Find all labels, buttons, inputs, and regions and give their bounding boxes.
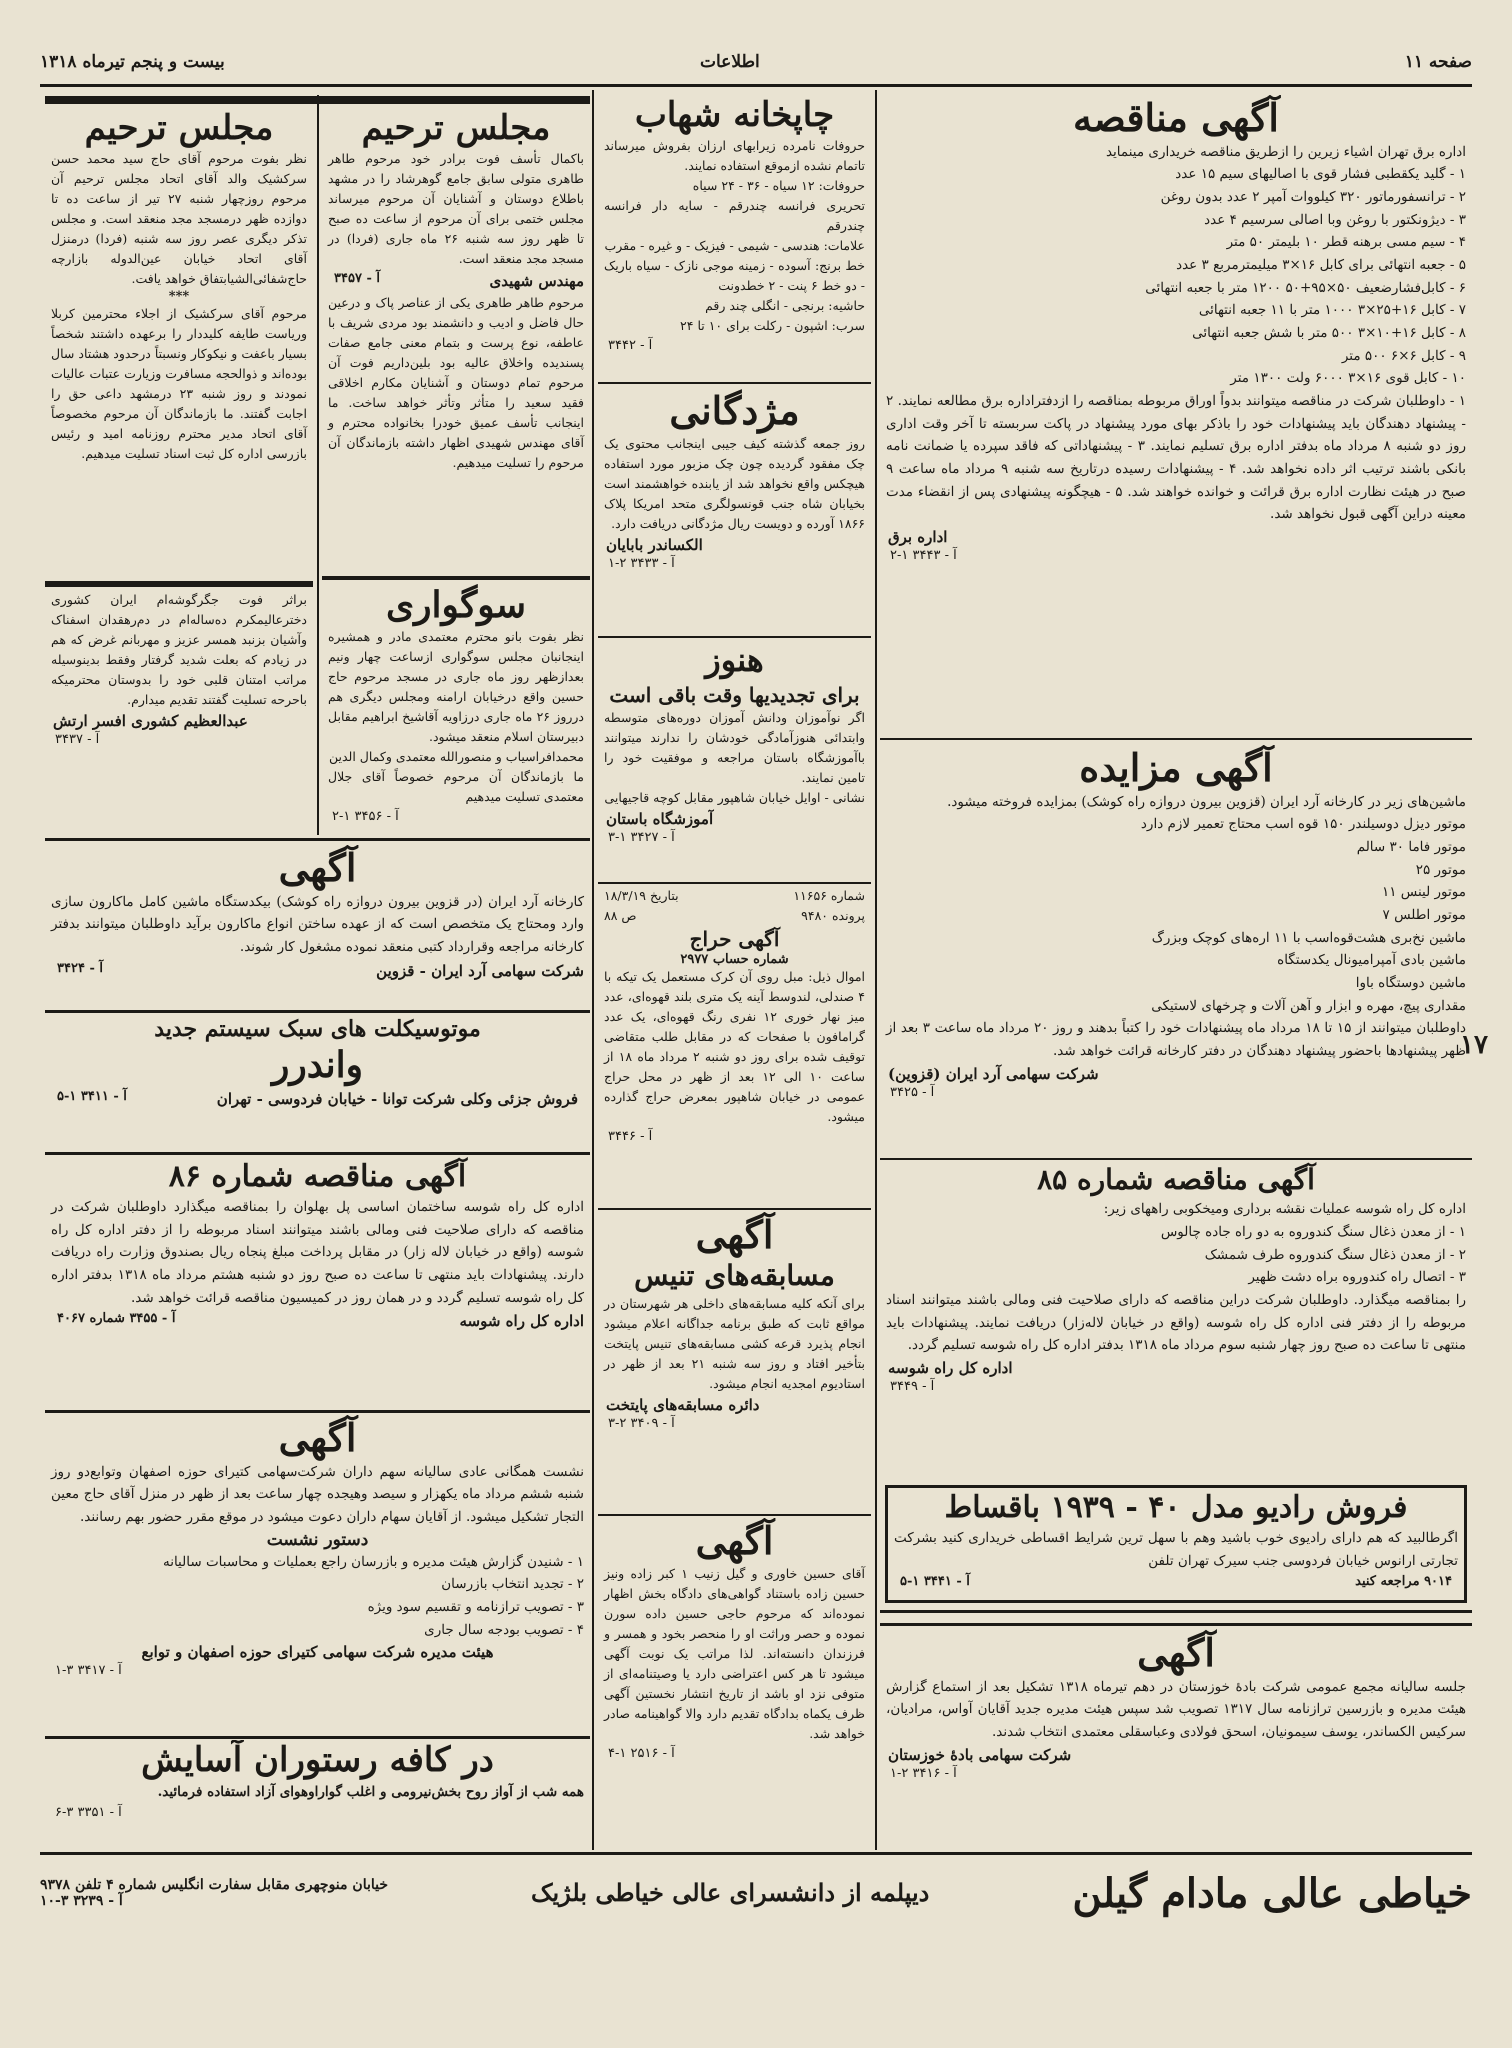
- wanderer-body: فروش جزئی وکلی شرکت توانا - خیابان فردوسی - تهران: [216, 1089, 578, 1108]
- shahab-line: حاشیه: برنجی - انگلی چند رقم: [705, 297, 865, 313]
- tender-item: ۱ - گلید یکقطبی فشار قوی با اصالیهای سیم ۱۵ عدد: [1175, 166, 1466, 183]
- paper-name: اطلاعات: [700, 52, 760, 72]
- tender86-ad: [45, 1157, 590, 1407]
- reward-title: مژدگانی: [669, 388, 800, 433]
- auction-title: آگهی مزایده: [1079, 745, 1273, 790]
- majles2-body2: مرحوم آقای سرکشیک از اجلاء محترمین کربلا وریاست طایفه کلیددار را برعهده داشتند شخصاً بسیار باعفت و نیکوکار ونسبتاً درحدود هشتاد سال بوده‌اند و ذوالحجه مسافرت وزیارت عتبات عالیات نمودند و روز شنبه ۲۳ درمشهد داعی حق را اجابت گفتند. ما بازماندگان آن مرحوم مخصوصاً آقای اتحاد مدیر محترم روزنامه امید و رئیس بازرسی اداره کل ثبت اسناد تسلیت میدهیم.: [51, 305, 307, 461]
- tailor-address: خیابان منوچهری مقابل سفارت انگلیس شماره ۴ تلفن ۹۳۷۸: [40, 1877, 388, 1893]
- divider: [45, 1152, 590, 1155]
- auction-item: ماشین بادی آمپرامیونال یکدستگاه: [1277, 952, 1466, 969]
- side-number: ۱۷: [1460, 1030, 1488, 1060]
- auction-item: مقداری پیچ، مهره و ابزار و آهن آلات و چرخهای لاستیکی: [1151, 997, 1466, 1014]
- auction-item: موتور فاما ۳۰ سالم: [1356, 838, 1466, 855]
- hanuz-address: نشانی - اوایل خیابان شاهپور مقابل کوچه قاجیهایی: [604, 789, 865, 805]
- mourning-body2: ما بازماندگان آن مرحوم خصوصاً آقای جلال معتمدی تسلیت میدهیم: [328, 769, 584, 805]
- shahab-line: حروفات: ۱۲ سیاه - ۳۶ - ۲۴ سیاه: [692, 177, 865, 193]
- tender-title: آگهی مناقصه: [1073, 95, 1279, 140]
- cafe-title: در کافه رستوران آسایش: [141, 1740, 494, 1780]
- tailor-title: خیاطی عالی مادام گیلن: [1072, 1869, 1472, 1917]
- hanuz-ad: [598, 640, 871, 880]
- rule-band: [880, 1610, 1472, 1626]
- cafe-ad: [45, 1740, 590, 1848]
- meeting-ad: [45, 1415, 590, 1733]
- cafe-ref: آ - ۳۳۵۱ ۳-۶: [55, 1805, 122, 1821]
- hanuz-title: هنوز: [705, 641, 764, 679]
- column-rule: [317, 95, 319, 835]
- hanuz-subtitle: برای تجدیدیها وقت باقی است: [609, 682, 860, 707]
- divider: [45, 1410, 590, 1413]
- page-number: صفحه ۱۱: [1404, 52, 1472, 72]
- khuzestan-title: آگهی: [1137, 1630, 1215, 1675]
- agenda-item: ۳ - تصویب ترازنامه و تقسیم سود ویژه: [367, 1599, 584, 1616]
- tender86-signature: اداره کل راه شوسه: [459, 1312, 584, 1331]
- condolence-ref: آ - ۳۴۳۷: [55, 732, 100, 747]
- wanderer-title: موتوسیکلت های سبک سیستم جدید: [154, 1016, 481, 1042]
- divider: [45, 838, 590, 841]
- tennis-body: برای آنکه کلیه مسابقه‌های داخلی هر شهرستان در مواقع ثابت که طبق برنامه جداگانه اعلام میشود انجام پذیرد قرعه کشی مسابقه‌های تنیس پایتخت بتأخیر افتاد و روز سه شنبه ۲۱ بعد از ظهر در استادیوم امجدیه انجام میشود.: [604, 1295, 866, 1391]
- tennis-signature: دائره مسابقه‌های پایتخت: [606, 1395, 760, 1414]
- legal-auction-title: آگهی حراج: [689, 927, 780, 951]
- tender-item: ۹ - کابل ۶×۶ ۵۰۰ متر: [1341, 347, 1466, 364]
- auction-item: ماشین نخ‌بری هشت‌قوه‌اسب با ۱۱ اره‌های کوچک وبزرگ: [1151, 929, 1466, 946]
- issue-date: بیست و پنجم تیرماه ۱۳۱۸: [40, 52, 225, 72]
- auction-ref: آ - ۳۴۲۵: [890, 1084, 935, 1100]
- tender-item: ۴ - سیم مسی برهنه قطر ۱۰ بلیمتر ۵۰ متر: [1226, 234, 1466, 251]
- agenda-item: ۲ - تجدید انتخاب بازرسان: [441, 1576, 584, 1593]
- tender-item: ۶ - کابل‌فشارضعیف ۵۰×۹۵+۵۰ ۱۲۰۰ متر با جعبه انتهائی: [1145, 279, 1466, 296]
- condolence-ad: [45, 590, 313, 834]
- auction-intro: ماشین‌های زیر در کارخانه آرد ایران (قزوین بیرون دروازه راه کوشک) بمزایده فروخته میشود.: [947, 793, 1466, 810]
- wanderer-ad: [45, 1015, 590, 1150]
- mourning-signature: محمدافراسیاب و منصورالله معتمدی وکمال الدین: [328, 749, 584, 765]
- auction-item: موتور اطلس ۷: [1382, 906, 1466, 923]
- mourning-body: نظر بفوت بانو محترم معتمدی مادر و همشیره اینجانبان مجلس سوگواری ازساعت چهار ونیم بعدازظهر روز ماه جاری در مسجد مرحوم حاج حسین واقع درخیابان ارامنه ومجلس دیگری هم درروز ۲۶ ماه جاری درزاویه آقاشیخ ابراهیم مقابل دبیرستان اسلام منعقد میشود.: [328, 629, 584, 745]
- flour-ad: [45, 845, 590, 1007]
- shahab-line: تحریری فرانسه چندرقم - سایه دار فرانسه چندرقم: [604, 197, 865, 233]
- tender85-item: ۱ - از معدن ذغال سنگ کندوروه به دو راه جاده چالوس: [1160, 1224, 1466, 1241]
- agenda-item: ۴ - تصویب بودجه سال جاری: [424, 1621, 584, 1638]
- majles1-body: باکمال تأسف فوت برادر خود مرحوم طاهر طاهری متولی سابق جامع گوهرشاد را در مشهد باطلاع دوستان و آشنایان آن مرحوم میرساند مجلس ختمی برای آن مرحوم از ساعت ده صبح تا ظهر روز سه شنبه ۲۶ ماه جاری (فردا) در مسجد مجد منعقد است.: [328, 150, 584, 266]
- majles1-ad: [322, 108, 590, 573]
- hanuz-signature: آموزشگاه باستان: [606, 809, 714, 828]
- reward-signature: الکساندر بابایان: [606, 535, 703, 554]
- divider: [598, 882, 871, 884]
- tender86-ref: آ - ۳۴۵۵ شماره ۴۰۶۷: [57, 1311, 176, 1327]
- auction-number: شماره ۱۱۶۵۶: [793, 888, 865, 903]
- mourning-title: سوگواری: [385, 584, 527, 626]
- divider: [322, 576, 590, 580]
- mourning-ref: آ - ۳۴۵۶ ۱-۲: [332, 809, 399, 825]
- auction-item: موتور ۲۵: [1415, 861, 1466, 878]
- mourning-ad: [322, 584, 590, 834]
- tennis-subtitle: مسابقه‌های تنیس: [634, 1258, 835, 1292]
- divider: [45, 1736, 590, 1739]
- bottom-rule: [40, 1852, 1472, 1855]
- tender85-item: ۳ - اتصال راه کندوروه براه دشت ظهیر: [1248, 1269, 1466, 1286]
- legal-auction-subtitle: شماره حساب ۲۹۷۷: [680, 952, 789, 967]
- meeting-signature: هیئت مدیره شرکت سهامی کتیرای حوزه اصفهان و توابع: [141, 1643, 494, 1662]
- majles2-title: مجلس ترحیم: [84, 108, 274, 148]
- case-number: پرونده ۹۴۸۰: [801, 908, 865, 923]
- khuzestan-signature: شرکت سهامی بادهٔ خوزستان: [888, 1745, 1072, 1764]
- reward-ad: [598, 388, 871, 633]
- radio-ad: [885, 1485, 1467, 1603]
- flour-title: آگهی: [278, 845, 357, 890]
- shahab-line: خط برنج: آسوده - زمینه موجی نازک - سیاه باریک - دو خط ۶ پنت - ۲ خطدونت: [604, 257, 865, 293]
- reward-ref: آ - ۳۴۳۳ ۲-۱: [608, 555, 675, 571]
- column-rule: [875, 90, 877, 1850]
- divider: [880, 1158, 1472, 1160]
- tender-ref: آ - ۳۴۴۳ ۱-۲: [890, 548, 957, 564]
- condolence-body: براثر فوت جگرگوشه‌ام ایران کشوری دخترعالیمکرم ده‌ساله‌ام در دم‌رهقدان اسفناک وآشیان بزنبد همسر عزیز و مهربانم غرض که هم در زیادم که بعلت شدید گرفتار وفقط بدینوسیله مراتب امتنان قلبی خود را بدوستان محترمیکه باحرحه تسلیت گفتند تقدیم میدارم.: [51, 592, 307, 707]
- majles2-body: نظر بفوت مرحوم آقای حاج سید محمد حسن سرکشیک والد آقای اتحاد مجلس ترحیم آن مرحوم روزچهار شنبه ۲۷ تیر از ساعت ده تا دوازده ظهر درمسجد مجد منعقد است. و مجلس تذکر دیگری عصر روز سه شنبه (فردا) درمنزل آقای اتحاد خیابان عین‌الدوله بازارچه حاج‌شفائی‌الشیابتفاق خواهد یافت.: [51, 150, 307, 286]
- majles1-body2: مرحوم طاهر طاهری یکی از عناصر پاک و درعین حال فاضل و ادیب و دانشمند بود مردی شریف با عاطفه، نوع پرست و بتمام معنی جامع صفات پسندیده واخلاق عالیه بود بلین‌داریم فوت آن مرحوم تمام دوستان و آشنایان مکارم اخلاقی فقید سعید را متأثر وتأثر خواهد ساخت. ما اینجانب تأسف عمیق خودرا بخانواده محترم و آقای مهندس شهیدی اظهار داشته بازماندگان آن مرحوم را تسلیت میدهیم.: [328, 294, 584, 470]
- notice-bottom-body: آقای حسین خاوری و گیل زنیب ۱ کبر زاده ونیز حسین زاده باستناد گواهی‌های دادگاه بخش اظهار نموده‌اند که مرحوم حاجی حسین داده سورن نموده و حصر وراثت او را منحصر بخود و همسر و فرزندان دانسته‌اند. لذا مراتب یک نوبت آگهی میشود تا هر کس اعتراضی دارد یا وصیتنامه‌ای از متوفی نزد او باشد از تاریخ انتشار نخستین آگهی ظرف یکماه بدادگاه تقدیم دارد والا گواهینامه صادر خواهد شد.: [604, 1565, 865, 1741]
- divider: [598, 636, 871, 638]
- meeting-body: نشست همگانی عادی سالیانه سهم داران شرکت‌سهامی کتیرای حوزه اصفهان وتوابع‌دو روز شنبه ششم مرداد ماه یکهزار و سیصد وهیجده چهار ساعت بعد از ظهر در منزل آقای حاج معین التجار تشکیل میشود. از آقایان سهام داران دعوت میشود در موقع مقرر حضور بهم رسانند.: [51, 1463, 584, 1525]
- shahab-title: چاپخانه شهاب: [634, 95, 835, 135]
- notice-bottom-ref: آ - ۲۵۱۶ ۱-۴: [608, 1745, 675, 1761]
- tender-item: ۲ - ترانسفورماتور ۳۲۰ کیلووات آمپر ۲ عدد بدون روغن: [1160, 188, 1466, 205]
- tender-item: ۸ - کابل ۱۶+۱۰×۳ ۵۰۰ متر با شش جعبه انتهائی: [1192, 324, 1466, 341]
- tailor-subtitle: دیپلمه از دانشسرای عالی خیاطی بلژیک: [531, 1878, 930, 1908]
- auction-signature: شرکت سهامی آرد ایران (قزوین): [888, 1064, 1099, 1083]
- shahab-ad: [598, 95, 871, 380]
- tender-conditions: ۱ - داوطلبان شرکت در مناقصه میتوانند بدواً اوراق مربوطه بمناقصه را ازدفتراداره برق مطالعه نمایند. ۲ - پیشنهاد دهندگان باید پیشنهادات خود را باذکر بهای مورد پیشنهاد در پاکت سربسته تا آخر وقت اداری روز دو شنبه ۸ مرداد ماه بدفتر اداره برق تسلیم نمایند. ۳ - پیشنهاداتی که فاقد سپرده یا ضمانت نامه بانکی باشند ترتیب اثر داده نخواهد شد. ۴ - پیشنهادات رسیده درتاریخ سه شنبه ۹ مرداد ماه ساعت ۹ صبح در هیئت نظارت اداره برق قرائت و خوانده خواهند شد. ۵ - هیچگونه پیشنهادی پس از انقضاء مدت معینه دراین آگهی قبول نخواهد شد.: [886, 392, 1466, 523]
- majles1-ref: آ - ۳۴۵۷: [334, 270, 380, 286]
- legal-auction-ref: آ - ۳۴۴۶: [608, 1129, 653, 1144]
- majles2-ad: [45, 108, 313, 578]
- tender85-ad: [880, 1162, 1472, 1480]
- tender85-signature: اداره کل راه شوسه: [888, 1359, 1013, 1378]
- tender-item: ۷ - کابل ۱۶+۲۵×۳ ۱۰۰۰ متر با ۱۱ جعبه انتهائی: [1198, 302, 1466, 319]
- divider: [880, 738, 1472, 740]
- tennis-ad: [598, 1212, 871, 1512]
- wanderer-ref: آ - ۳۴۱۱ ۱-۵: [57, 1088, 127, 1104]
- flour-ref: آ - ۳۴۲۴: [57, 960, 103, 976]
- flour-body: کارخانه آرد ایران (در قزوین بیرون دروازه راه کوشک) بیکدستگاه ماشین کامل ماکارون سازی وارد ومحتاج یک متخصص است که از عهده ساختن انواع ماکارون برآید داوطلبان میتوانند بدفتر کارخانه مراجعه وقرارداد کتبی منعقد نموده مشغول کار شوند.: [51, 893, 584, 955]
- agenda-title: دستور نشست: [266, 1529, 369, 1550]
- meeting-ref: آ - ۳۴۱۷ ۳-۱: [55, 1663, 122, 1679]
- page-header: [40, 52, 1472, 80]
- majles1-title: مجلس ترحیم: [361, 108, 551, 148]
- shahab-line: سرب: اشپون - رکلت برای ۱۰ تا ۲۴: [680, 317, 865, 333]
- khuzestan-ref: آ - ۳۴۱۶ ۲-۱: [890, 1765, 957, 1781]
- page-ref: ص ۸۸: [604, 908, 637, 923]
- divider: [598, 1208, 871, 1210]
- reward-body: روز جمعه گذشته کیف جیبی اینجانب محتوی یک چک مفقود گردیده چون چک مزبور مورد استفاده هیچکس واقع نخواهد شد از یابنده خواهشمند است بخیابان شاه جنب قونسولگری متحد امریکا پلاک ۱۸۶۶ آورده و دویست ریال مژدگانی دریافت دارد.: [604, 435, 865, 531]
- tender85-title: آگهی مناقصه شماره ۸۵: [1037, 1163, 1315, 1196]
- radio-phone: ۹۰۱۴ مراجعه کنید: [1355, 1574, 1452, 1590]
- wanderer-brand: واندرر: [271, 1043, 364, 1086]
- tailor-ad: [40, 1858, 1472, 1928]
- tender85-ref: آ - ۳۴۴۹: [890, 1379, 935, 1395]
- divider: [45, 1010, 590, 1013]
- auction-item: ماشین دو‌ستگاه باوا: [1355, 974, 1466, 991]
- tender86-body: اداره کل راه شوسه ساختمان اساسی پل بهلوان را بمناقصه میگذارد داوطلبان شرکت در مناقصه که دارای صلاحیت فنی ومالی باشند میتوانند اسناد مربوطه را از دفتر اداره کل راه شوسه (واقع در خیابان لاله زار) در مقابل پرداخت مبلغ پنجاه ریال بصندوق وزارت راه دریافت دارند. پیشنهادات باید منتهی تا ساعت ده صبح روز دو شنبه هشتم مرداد ماه ۱۳۱۸ بدفتر اداره کل راه شوسه تسلیم گردد و در همان روز در کمیسیون مناقصه قرائت خواهد شد.: [51, 1199, 585, 1306]
- radio-body: اگرطالبید که هم دارای رادیوی خوب باشید وهم با سهل ترین شرایط اقساطی خریداری کنید بشرکت تجارتی ارانوس خیابان فردوسی جنب سیرک تهران تلفن: [894, 1530, 1458, 1569]
- divider: [598, 1514, 871, 1516]
- khuzestan-ad: [880, 1610, 1472, 1845]
- shahab-ref: آ - ۳۴۴۲: [608, 337, 653, 353]
- auction-item: موتور دیزل دوسیلندر ۱۵۰ قوه اسب محتاج تعمیر لازم دارد: [1140, 816, 1466, 833]
- hanuz-ref: آ - ۳۴۲۷ ۱-۳: [608, 829, 675, 845]
- meeting-title: آگهی: [278, 1415, 357, 1460]
- tennis-title: آگهی: [695, 1212, 774, 1257]
- auction-date: بتاریخ ۱۸/۳/۱۹: [604, 888, 679, 903]
- header-rule: [40, 84, 1472, 87]
- radio-title: فروش رادیو مدل ۴۰ - ۱۹۳۹ باقساط: [944, 1490, 1408, 1525]
- tender85-body: را بمناقصه میگذارد. داوطلبان شرکت دراین مناقصه که دارای صلاحیت فنی ومالی باشند میتوانند اسناد مربوطه را از دفتر فنی اداره کل راه شوسه (واقع در خیابان لاله‌زار) دریافت نمایند. پیشنهادات باید منتهی تا ساعت ده صبح روز چهار شنبه سوم مرداد ماه ۱۳۱۸ بدفتر اداره کل راه شوسه تسلیم گردد.: [886, 1292, 1466, 1354]
- auction-item: موتور لینس ۱۱: [1381, 884, 1466, 901]
- column-rule: [592, 90, 594, 1850]
- tender85-item: ۲ - از معدن ذغال سنگ کندوروه طرف شمشک: [1204, 1246, 1466, 1263]
- divider: [45, 581, 313, 587]
- khuzestan-body: جلسه سالیانه مجمع عمومی شرکت بادهٔ خوزستان در دهم تیرماه ۱۳۱۸ تشکیل بعد از استماع گزارش هیئت مدیره و بازرسین ترازنامه سال ۱۳۱۷ تصویب شد سپس هیئت مدیره جدید آقایان آواس، مرادیان، سرکیس الکساندر، یوسف سیمونیان، اسحق فولادی وعباسقلی معتمدی انتخاب شدند.: [886, 1678, 1466, 1740]
- condolence-signature: عبدالعظیم کشوری افسر ارتش: [53, 712, 248, 730]
- radio-ref: آ - ۳۴۴۱ ۱-۵: [900, 1574, 970, 1590]
- cafe-body: همه شب از آواز روح بخش‌نیرومی و اغلب گواراوهوای آزاد استفاده فرمائید.: [157, 1783, 584, 1800]
- tennis-ref: آ - ۳۴۰۹ ۲-۳: [608, 1415, 675, 1431]
- notice-bottom-title: آگهی: [695, 1518, 774, 1563]
- tender-item: ۵ - جعبه انتهائی برای کابل ۱۶×۳ میلیمترمربع ۳ عدد: [1176, 256, 1466, 273]
- tender85-intro: اداره کل راه شوسه عملیات نقشه برداری ومیخکوبی راههای زیر:: [1103, 1201, 1466, 1218]
- legal-auction-body: اموال ذیل: مبل روی آن کرک مستعمل یک تیکه با ۴ صندلی، لندوسط آینه یک متری بلند قهوه‌ای، عدد میز نهار خوری ۱۲ نفری رنگ قهوه‌ای، یک عدد گرامافون با صفحات که در مقابل طلب متقاضی توقیف شده برای روز دو شنبه ۲ مرداد ماه ۱۸ از ساعت ۱۰ الی ۱۲ بعد از ظهر در محل حراج عمومی در خیابان شاهپور بمعرض حراج گذارده میشود.: [604, 969, 866, 1124]
- tender-item: ۳ - دیژونکتور با روغن وبا اصالی سرسیم ۴ عدد: [1204, 211, 1466, 228]
- star-divider: ***: [168, 288, 190, 304]
- tailor-ref: آ - ۳۲۳۹ ۳-۱۰: [40, 1893, 123, 1909]
- shahab-body: حروفات نامرده زیرابهای ارزان بفروش میرساند تاتمام نشده ازموقع استفاده نمایند.: [604, 137, 865, 173]
- legal-auction-ad: [598, 886, 871, 1206]
- flour-signature: شرکت سهامی آرد ایران - قزوین: [376, 961, 584, 980]
- agenda-item: ۱ - شنیدن گزارش هیئت مدیره و بازرسان راجع بعملیات و محاسبات سالیانه: [162, 1553, 584, 1570]
- tender-signature: اداره برق: [888, 528, 948, 547]
- notice-bottom-ad: [598, 1518, 871, 1846]
- divider: [598, 382, 871, 384]
- tender86-title: آگهی مناقصه شماره ۸۶: [168, 1159, 467, 1194]
- tender-ad: [880, 95, 1472, 735]
- auction-ad: [880, 745, 1472, 1155]
- majles1-signature: مهندس شهیدی: [489, 271, 584, 290]
- shahab-line: علامات: هندسی - شیمی - فیزیک - و غیره - مقرب: [604, 237, 865, 253]
- auction-body: داوطلبان میتوانند از ۱۵ تا ۱۸ مرداد ماه پیشنهادات خود را کتباً بدهند و روز ۲۰ مرداد ماه ساعت ۳ بعد از ظهر پیشنهادها باحضور پیشنهاد دهندگان در دفتر کارخانه قرائت خواهد شد.: [886, 1020, 1467, 1059]
- tender-item: ۱۰ - کابل قوی ۱۶×۳ ۶۰۰۰ ولت ۱۳۰۰ متر: [1230, 370, 1466, 387]
- hanuz-body: اگر نوآموزان ودانش آموزان دوره‌های متوسطه وابتدائی هنوزآمادگی خودشان را ندارند میتوانند باآموزشگاه باستان مراجعه و موفقیت خود را تامین نمایند.: [604, 709, 865, 785]
- top-band: [45, 96, 590, 104]
- tender-intro: اداره برق تهران اشیاء زیرین را ازطریق مناقصه خریداری مینماید: [1105, 143, 1466, 160]
